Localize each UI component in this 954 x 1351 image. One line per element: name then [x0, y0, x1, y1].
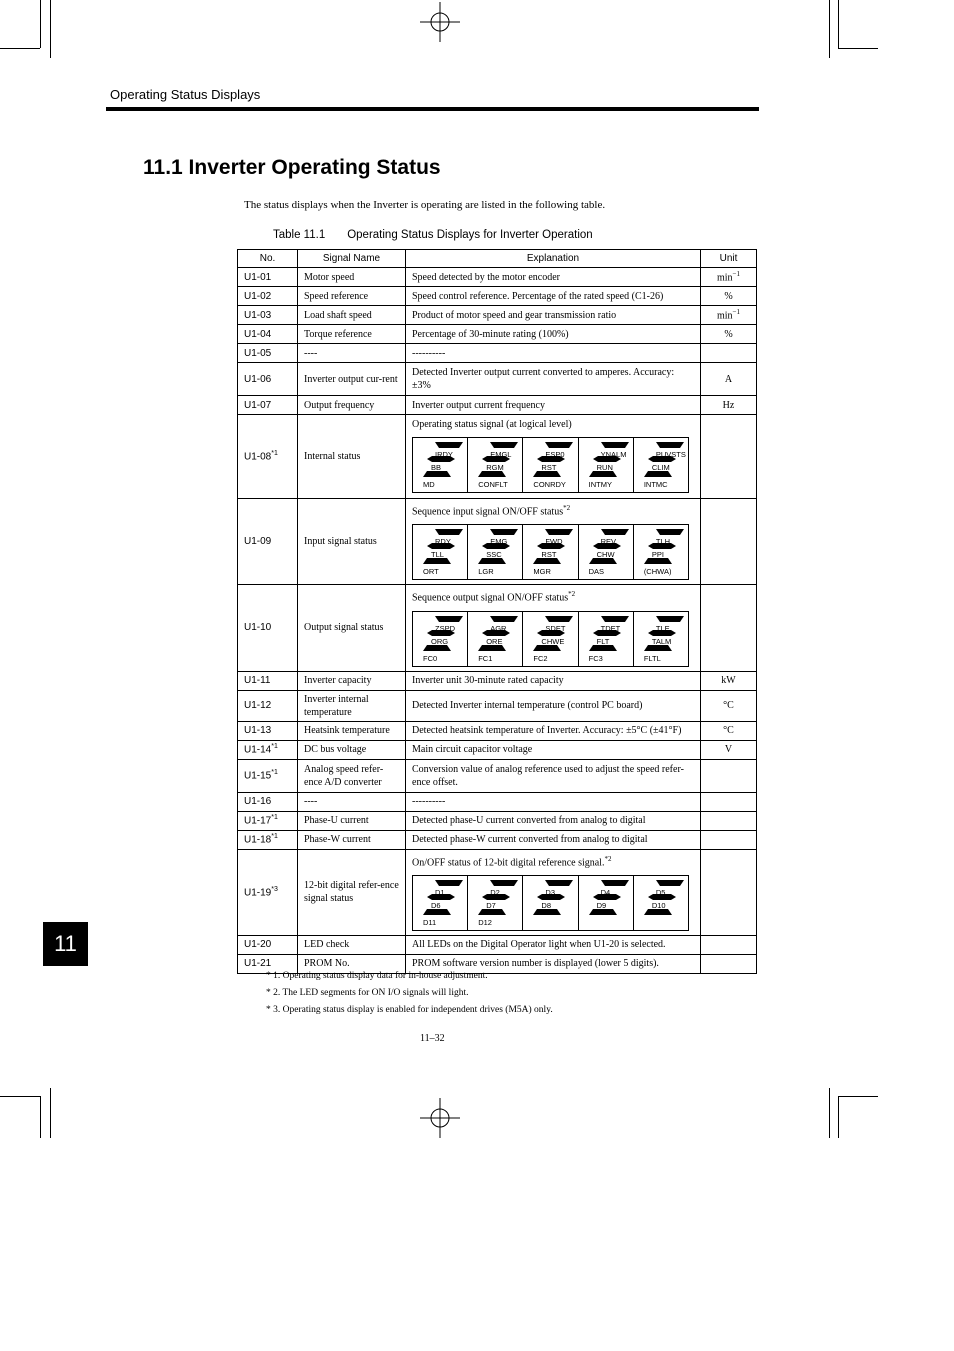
led-label: TALM [651, 636, 672, 646]
led-label: D8 [541, 900, 551, 910]
explanation [406, 830, 701, 849]
explanation-text [412, 853, 694, 869]
led-label: AGR [490, 623, 507, 633]
led-digit [413, 612, 468, 666]
led-label: EMG [490, 537, 508, 547]
crop-mark [50, 1088, 51, 1138]
signal-name: DC bus voltage [298, 740, 406, 759]
unit [701, 849, 757, 935]
intro-paragraph: The status displays when the Inverter is operating are listed in the following table. [244, 199, 606, 211]
explanation [406, 690, 701, 721]
row-number [238, 721, 298, 740]
unit-text: % [724, 290, 733, 302]
explanation [406, 792, 701, 811]
led-label: MGR [533, 567, 551, 577]
row-number [238, 499, 298, 585]
led-label: D10 [651, 900, 666, 910]
table-row [238, 935, 757, 954]
explanation [406, 740, 701, 759]
explanation [406, 811, 701, 830]
led-label: SDET [545, 623, 566, 633]
explanation-text-content: Inverter unit 30-minute rated capacity [412, 675, 564, 687]
led-digit [634, 438, 688, 492]
row-number-text: U1-07 [244, 399, 272, 411]
led-digit [413, 438, 468, 492]
row-number [238, 740, 298, 759]
table-row [238, 849, 757, 935]
unit-exponent: −1 [732, 270, 740, 279]
row-number [238, 759, 298, 792]
explanation-text [412, 795, 694, 808]
explanation-text-content: Detected phase-U current converted from analog to digital [412, 815, 646, 827]
signal-name: Internal status [298, 415, 406, 499]
unit [701, 954, 757, 973]
explanation [406, 499, 701, 585]
crop-mark [838, 48, 878, 49]
unit [701, 935, 757, 954]
page-number: 11–32 [420, 1033, 445, 1044]
explanation-text-content: Product of motor speed and gear transmission ratio [412, 309, 617, 321]
led-label: D1 [435, 887, 445, 897]
led-label: SSC [486, 550, 502, 560]
unit [701, 396, 757, 415]
explanation [406, 759, 701, 792]
explanation-text-content: Speed control reference. Percentage of the rated speed (C1-26) [412, 290, 664, 302]
signal-name: PROM No. [298, 954, 406, 973]
explanation-text-content: Detected Inverter internal temperature (control PC board) [412, 700, 643, 712]
table-number: Table 11.1 [273, 229, 326, 241]
led-segment-display [412, 437, 689, 493]
row-number [238, 830, 298, 849]
unit [701, 830, 757, 849]
explanation-text [412, 763, 694, 789]
explanation [406, 396, 701, 415]
explanation [406, 721, 701, 740]
row-number [238, 287, 298, 306]
footnote-ref: *2 [563, 504, 571, 512]
led-label: D4 [600, 887, 611, 897]
table-caption [273, 229, 593, 241]
explanation-text [412, 271, 694, 284]
led-label: TLL [431, 550, 444, 560]
unit [701, 759, 757, 792]
led-digit [523, 612, 578, 666]
running-header: Operating Status Displays [110, 87, 261, 102]
signal-name: LED check [298, 935, 406, 954]
crop-mark [0, 1096, 40, 1097]
led-digit [523, 876, 578, 930]
explanation [406, 935, 701, 954]
led-label: D11 [423, 917, 437, 927]
footnote-ref: *1 [271, 769, 278, 777]
explanation [406, 268, 701, 287]
unit [701, 344, 757, 363]
table-row [238, 325, 757, 344]
led-label: YNALM [600, 450, 627, 459]
row-number-text: U1-15 [244, 770, 272, 782]
led-label: D2 [490, 887, 500, 897]
led-label: FC1 [478, 653, 493, 663]
led-digit [579, 612, 634, 666]
unit [701, 325, 757, 344]
row-number-text: U1-06 [244, 373, 272, 385]
unit [701, 792, 757, 811]
row-number [238, 935, 298, 954]
table-header-row [238, 250, 757, 268]
crop-mark [40, 0, 41, 48]
led-label: TLH [655, 537, 670, 547]
crop-mark [838, 0, 839, 48]
row-number [238, 344, 298, 363]
signal-name: 12-bit digital refer-ence signal status [298, 849, 406, 935]
row-number [238, 811, 298, 830]
crop-mark [50, 0, 51, 58]
explanation-text [412, 699, 694, 712]
explanation-text [412, 674, 694, 687]
row-number-text: U1-13 [244, 725, 272, 737]
led-label: TLE [655, 623, 670, 633]
led-label: D6 [431, 900, 441, 910]
row-number-text: U1-20 [244, 939, 272, 951]
led-label: INTMY [588, 480, 612, 489]
row-number-text: U1-17 [244, 815, 272, 827]
led-label: MD [423, 480, 435, 489]
led-segment-display [412, 524, 689, 580]
footnote-ref: *1 [271, 450, 278, 458]
led-digit [523, 438, 578, 492]
row-number [238, 792, 298, 811]
explanation [406, 306, 701, 325]
led-label: D3 [545, 887, 555, 897]
table-row [238, 690, 757, 721]
explanation [406, 287, 701, 306]
explanation-text [412, 743, 694, 756]
explanation [406, 325, 701, 344]
row-number-text: U1-14 [244, 744, 272, 756]
registration-mark-icon [420, 1098, 460, 1138]
unit-exponent: −1 [732, 308, 740, 317]
explanation-text-content: On/OFF status of 12-bit digital reference signal. [412, 856, 605, 868]
led-label: TDET [600, 623, 621, 633]
led-label: FC0 [423, 653, 438, 663]
row-number-text: U1-09 [244, 536, 272, 548]
explanation-text-content: Inverter output current frequency [412, 399, 545, 411]
footnote-ref: *1 [271, 814, 278, 822]
led-label: FLTL [643, 653, 661, 663]
row-number-text: U1-11 [244, 675, 271, 687]
row-number-text: U1-05 [244, 347, 272, 359]
led-label: FC3 [588, 653, 603, 663]
row-number [238, 268, 298, 287]
explanation-text [412, 814, 694, 827]
led-label: RST [541, 550, 557, 560]
explanation-text [412, 502, 694, 518]
led-label: CONRDY [533, 480, 566, 489]
crop-mark [0, 48, 40, 49]
explanation-text-content: PROM software version number is displayed (lower 5 digits). [412, 958, 659, 970]
led-label: DAS [588, 567, 605, 577]
unit [701, 740, 757, 759]
unit [701, 585, 757, 671]
table-row [238, 792, 757, 811]
row-number-text: U1-08 [244, 451, 272, 463]
led-label: ORT [423, 567, 439, 577]
explanation-text-content: Operating status signal (at logical level) [412, 419, 572, 430]
led-digit [579, 525, 634, 579]
unit-text: min [716, 272, 733, 284]
unit [701, 690, 757, 721]
explanation-text-content: Conversion value of analog reference used to adjust the speed refer-ence offset. [412, 763, 684, 788]
row-number [238, 690, 298, 721]
row-number [238, 671, 298, 690]
explanation [406, 363, 701, 396]
row-number-text: U1-21 [244, 958, 272, 970]
table-row [238, 671, 757, 690]
header-signal-name: Signal Name [298, 250, 406, 268]
header-explanation: Explanation [406, 250, 701, 268]
explanation-text [412, 366, 694, 392]
unit-text: kW [721, 675, 736, 687]
signal-name: ---- [298, 344, 406, 363]
led-digit [468, 525, 523, 579]
led-label: CONFLT [478, 480, 508, 489]
led-label: ESP0 [545, 450, 565, 459]
led-digit [579, 876, 634, 930]
table-row [238, 759, 757, 792]
signal-name: Output frequency [298, 396, 406, 415]
row-number-text: U1-04 [244, 328, 272, 340]
table-title: Operating Status Displays for Inverter Operation [347, 229, 593, 241]
header-rule [106, 107, 759, 111]
footnotes [266, 968, 553, 1019]
led-label: RUN [596, 463, 613, 472]
explanation-text-content: Sequence input signal ON/OFF status [412, 506, 564, 518]
explanation-text [412, 290, 694, 303]
led-digit [468, 876, 523, 930]
unit [701, 287, 757, 306]
unit [701, 811, 757, 830]
led-digit [523, 525, 578, 579]
led-segment-display [412, 611, 689, 667]
header-no: No. [238, 250, 298, 268]
footnote-ref: *2 [568, 590, 576, 599]
explanation-text [412, 328, 694, 341]
explanation-text [412, 309, 694, 322]
explanation-text-content: Speed detected by the motor encoder [412, 271, 560, 283]
table-row [238, 585, 757, 671]
led-label: D5 [655, 887, 666, 897]
row-number [238, 415, 298, 499]
explanation-text-content: Detected heatsink temperature of Inverter. Accuracy: ±5°C (±41°F) [412, 725, 682, 737]
explanation-text-content: Sequence output signal ON/OFF status [412, 592, 569, 604]
explanation [406, 344, 701, 363]
led-label: CHW [596, 550, 615, 560]
signal-name: Torque reference [298, 325, 406, 344]
section-title: 11.1 Inverter Operating Status [143, 156, 441, 179]
explanation-text [412, 833, 694, 846]
led-digit [413, 525, 468, 579]
row-number-text: U1-02 [244, 290, 272, 302]
led-label: RGM [486, 463, 504, 472]
unit-text: min [716, 310, 733, 322]
led-label: ZSPD [435, 623, 456, 633]
led-label: FLT [596, 636, 610, 646]
signal-name: Inverter capacity [298, 671, 406, 690]
row-number [238, 306, 298, 325]
table-row [238, 396, 757, 415]
signal-name: Motor speed [298, 268, 406, 287]
led-label: CHWE [541, 636, 565, 646]
led-digit [634, 612, 688, 666]
row-number [238, 849, 298, 935]
led-label: D7 [486, 900, 496, 910]
led-label: EMGL [490, 450, 512, 459]
led-label: ORE [486, 636, 503, 646]
led-label: PPI [651, 550, 664, 560]
unit-text: % [724, 328, 733, 340]
led-digit [468, 612, 523, 666]
row-number-text: U1-10 [244, 622, 272, 634]
header-unit: Unit [701, 250, 757, 268]
explanation-text [412, 418, 694, 431]
table-row [238, 830, 757, 849]
signal-name: Input signal status [298, 499, 406, 585]
explanation-text-content: Percentage of 30-minute rating (100%) [412, 328, 569, 340]
crop-mark [829, 1088, 830, 1138]
led-segment-display [412, 875, 689, 931]
unit-text: V [724, 744, 733, 756]
footnote: * 2. The LED segments for ON I/O signals will light. [266, 988, 469, 998]
crop-mark [838, 1096, 878, 1097]
table-row [238, 268, 757, 287]
row-number [238, 585, 298, 671]
explanation [406, 671, 701, 690]
led-label: FC2 [533, 653, 548, 663]
explanation-text-content: All LEDs on the Digital Operator light when U1-20 is selected. [412, 939, 666, 951]
led-label: RDY [435, 537, 451, 547]
row-number [238, 325, 298, 344]
unit-text: Hz [722, 399, 735, 411]
footnote-ref: *1 [271, 743, 278, 751]
status-table [237, 249, 757, 974]
led-label: BB [431, 463, 442, 472]
led-label: INTMC [643, 480, 668, 489]
footnote-ref: *3 [271, 886, 278, 894]
explanation-text-content: Main circuit capacitor voltage [412, 744, 533, 756]
led-digit [468, 438, 523, 492]
chapter-tab: 11 [43, 922, 88, 966]
footnote-ref: *1 [271, 833, 278, 841]
led-label: IRDY [435, 450, 453, 459]
footnote: * 3. Operating status display is enabled for independent drives (M5A) only. [266, 1005, 553, 1015]
explanation-text-content: ---------- [412, 347, 446, 359]
unit [701, 268, 757, 287]
signal-name: Inverter internal temperature [298, 690, 406, 721]
crop-mark [829, 0, 830, 58]
registration-mark-icon [420, 2, 460, 42]
led-label: PUVSTS [655, 450, 686, 459]
signal-name: Phase-U current [298, 811, 406, 830]
explanation-text-content: Detected Inverter output current converted to amperes. Accuracy: ±3% [412, 367, 675, 391]
row-number-text: U1-19 [244, 887, 272, 899]
table-row [238, 363, 757, 396]
explanation-text-content: Detected phase-W current converted from analog to digital [412, 834, 648, 846]
row-number-text: U1-12 [244, 700, 272, 712]
table-row [238, 415, 757, 499]
table-row [238, 811, 757, 830]
row-number-text: U1-16 [244, 796, 272, 808]
explanation-text [412, 938, 694, 951]
unit [701, 499, 757, 585]
row-number-text: U1-18 [244, 834, 272, 846]
unit [701, 306, 757, 325]
row-number-text: U1-03 [244, 309, 272, 321]
unit-text: °C [723, 725, 734, 737]
led-label: LGR [478, 567, 494, 577]
led-label: (CHWA) [643, 567, 672, 577]
led-digit [634, 876, 688, 930]
table-row [238, 740, 757, 759]
explanation-text [412, 724, 694, 737]
unit-text: °C [723, 700, 734, 712]
signal-name: Analog speed refer-ence A/D converter [298, 759, 406, 792]
table-row [238, 499, 757, 585]
explanation [406, 849, 701, 935]
led-label: D12 [478, 917, 492, 927]
unit-text: A [724, 373, 733, 385]
table-row [238, 306, 757, 325]
unit [701, 415, 757, 499]
signal-name: Phase-W current [298, 830, 406, 849]
unit [701, 671, 757, 690]
signal-name: Heatsink temperature [298, 721, 406, 740]
explanation-text-content: ---------- [412, 796, 446, 808]
crop-mark [838, 1096, 839, 1138]
led-digit [579, 438, 634, 492]
row-number [238, 396, 298, 415]
led-label: FWD [545, 537, 563, 547]
led-label: REV [600, 537, 617, 547]
led-label: D9 [596, 900, 607, 910]
led-label: RST [541, 463, 557, 472]
row-number [238, 363, 298, 396]
signal-name: ---- [298, 792, 406, 811]
explanation-text [412, 588, 694, 604]
footnote: * 1. Operating status display data for in-house adjustment. [266, 971, 488, 981]
signal-name: Inverter output cur-rent [298, 363, 406, 396]
explanation-text [412, 347, 694, 360]
explanation [406, 415, 701, 499]
explanation-text [412, 399, 694, 412]
signal-name: Speed reference [298, 287, 406, 306]
led-label: CLIM [651, 463, 670, 472]
signal-name: Output signal status [298, 585, 406, 671]
unit [701, 363, 757, 396]
table-row [238, 287, 757, 306]
table-row [238, 344, 757, 363]
led-label: ORG [431, 636, 449, 646]
row-number-text: U1-01 [244, 271, 272, 283]
table-row [238, 721, 757, 740]
signal-name: Load shaft speed [298, 306, 406, 325]
explanation [406, 585, 701, 671]
led-digit [634, 525, 688, 579]
unit [701, 721, 757, 740]
footnote-ref: *2 [604, 854, 612, 863]
crop-mark [40, 1096, 41, 1138]
led-digit [413, 876, 468, 930]
